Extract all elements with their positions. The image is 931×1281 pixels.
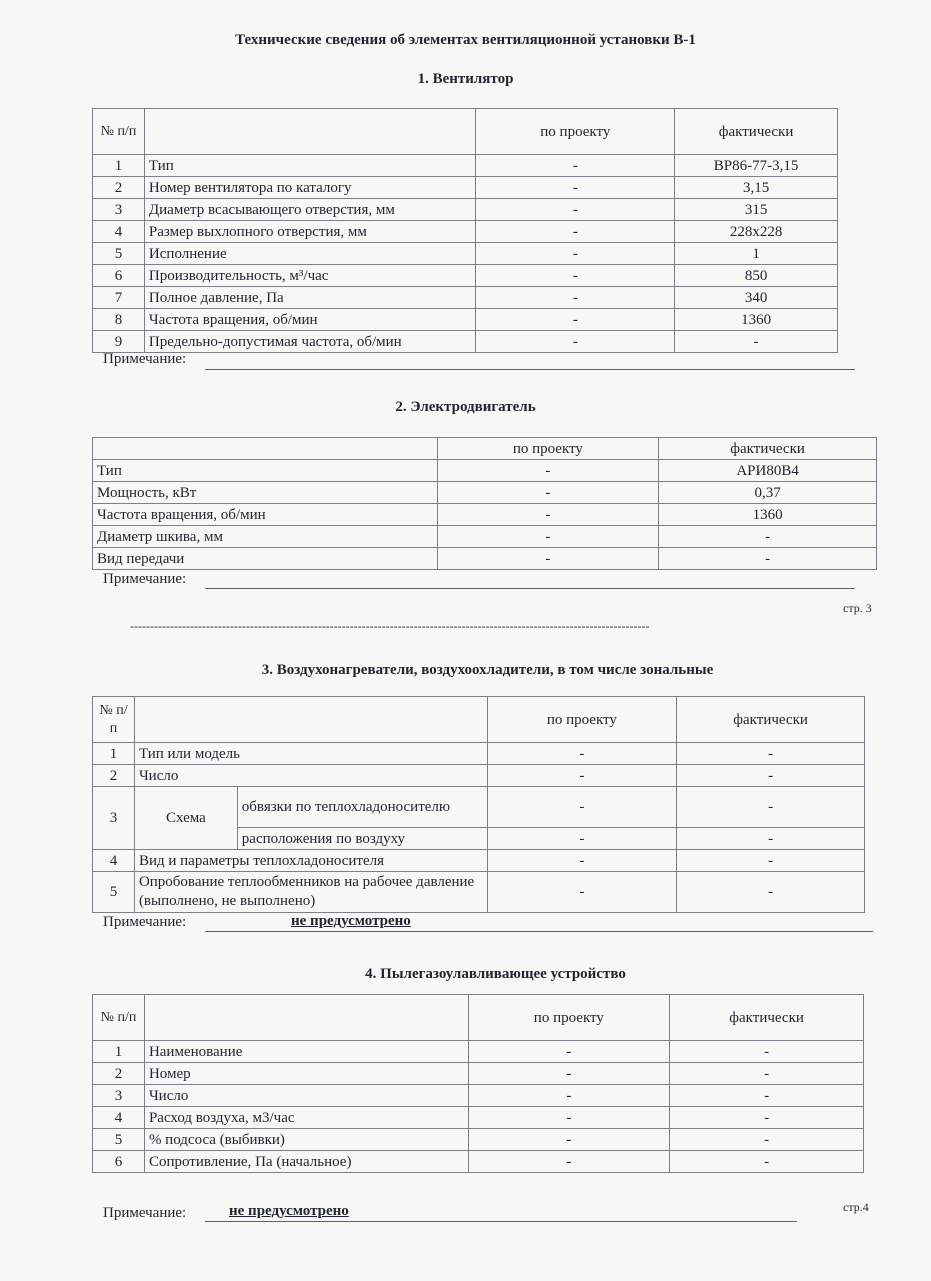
table-row	[93, 850, 865, 872]
row-actual: 340	[675, 287, 838, 309]
table-row	[93, 1063, 864, 1085]
table-row	[93, 460, 877, 482]
row-name: Размер выхлопного отверстия, мм	[144, 221, 476, 243]
heaters-header-project: по проекту	[487, 697, 677, 743]
fan-header-actual: фактически	[675, 109, 838, 155]
row-actual: -	[670, 1063, 864, 1085]
row-number: 5	[93, 1129, 145, 1151]
fan-note-line	[205, 369, 855, 370]
motor-note-label: Примечание:	[103, 571, 187, 587]
row-project: -	[476, 243, 675, 265]
motor-header-blank	[93, 438, 438, 460]
dust-header-actual: фактически	[670, 995, 864, 1041]
table-row	[93, 1129, 864, 1151]
table-row	[93, 872, 865, 913]
row-number: 1	[93, 155, 145, 177]
row-project: -	[476, 155, 675, 177]
row-project: -	[487, 787, 677, 828]
table-row	[93, 155, 838, 177]
row-project: -	[468, 1151, 670, 1173]
table-row	[93, 287, 838, 309]
fan-note-label: Примечание:	[103, 351, 187, 367]
row-project: -	[437, 548, 659, 570]
row-actual: -	[659, 526, 877, 548]
table-row	[93, 548, 877, 570]
row-actual: -	[677, 872, 865, 913]
row-name: Мощность, кВт	[93, 482, 438, 504]
row-actual: -	[675, 331, 838, 353]
row-name: Число	[134, 765, 487, 787]
row-project: -	[468, 1041, 670, 1063]
row-actual: -	[677, 850, 865, 872]
row-actual: 0,37	[659, 482, 877, 504]
row-name: Вид и параметры теплохладоносителя	[134, 850, 487, 872]
row-name: Частота вращения, об/мин	[93, 504, 438, 526]
section-dust-title: 4. Пылегазоулавливающее устройство	[365, 966, 626, 982]
section-heaters-title: 3. Воздухонагреватели, воздухоохладители, в том числе зональные	[261, 662, 714, 678]
heaters-note-line	[205, 931, 873, 932]
dust-header-blank	[144, 995, 468, 1041]
row-actual: 1360	[659, 504, 877, 526]
row-project: -	[437, 526, 659, 548]
row-subname: расположения по воздуху	[237, 828, 487, 850]
table-row	[93, 743, 865, 765]
row-project: -	[476, 331, 675, 353]
row-number: 5	[93, 243, 145, 265]
row-name: Тип	[93, 460, 438, 482]
fan-header-project: по проекту	[476, 109, 675, 155]
row-project: -	[476, 309, 675, 331]
fan-table	[92, 108, 838, 353]
row-name: Наименование	[144, 1041, 468, 1063]
row-actual: 850	[675, 265, 838, 287]
table-row	[93, 221, 838, 243]
row-project: -	[468, 1085, 670, 1107]
row-name: Схема	[134, 787, 237, 850]
row-name: Тип или модель	[134, 743, 487, 765]
row-project: -	[476, 177, 675, 199]
row-project: -	[468, 1129, 670, 1151]
row-number: 4	[93, 1107, 145, 1129]
row-name: Диаметр шкива, мм	[93, 526, 438, 548]
row-project: -	[437, 504, 659, 526]
row-project: -	[487, 828, 677, 850]
fan-header-blank	[144, 109, 476, 155]
row-name: Число	[144, 1085, 468, 1107]
row-subname: обвязки по теплохладоносителю	[237, 787, 487, 828]
row-number: 8	[93, 309, 145, 331]
row-project: -	[476, 221, 675, 243]
page-number-3: стр. 3	[843, 601, 872, 615]
table-row	[93, 765, 865, 787]
section-fan-title: 1. Вентилятор	[417, 71, 514, 87]
row-project: -	[487, 872, 677, 913]
row-number: 4	[93, 850, 135, 872]
dust-note-value: не предусмотрено	[229, 1203, 349, 1219]
row-actual: -	[677, 787, 865, 828]
heaters-table	[92, 696, 865, 913]
heaters-note-value: не предусмотрено	[291, 913, 411, 929]
row-number: 2	[93, 1063, 145, 1085]
table-row	[93, 1085, 864, 1107]
table-row	[93, 177, 838, 199]
table-row	[93, 331, 838, 353]
row-actual: ВР86-77-3,15	[675, 155, 838, 177]
row-name: Предельно-допустимая частота, об/мин	[144, 331, 476, 353]
table-row	[93, 265, 838, 287]
row-name: Диаметр всасывающего отверстия, мм	[144, 199, 476, 221]
row-actual: 3,15	[675, 177, 838, 199]
row-actual: -	[677, 828, 865, 850]
row-project: -	[468, 1063, 670, 1085]
table-row	[93, 787, 865, 828]
row-number: 4	[93, 221, 145, 243]
row-name: Частота вращения, об/мин	[144, 309, 476, 331]
row-actual: -	[659, 548, 877, 570]
table-row	[93, 1151, 864, 1173]
row-number: 7	[93, 287, 145, 309]
row-number: 1	[93, 743, 135, 765]
table-row	[93, 309, 838, 331]
page-number-4: стр.4	[843, 1200, 869, 1214]
row-actual: -	[670, 1107, 864, 1129]
document-title: Технические сведения об элементах вентиляционной установки В-1	[235, 32, 696, 48]
row-actual: АРИ80В4	[659, 460, 877, 482]
row-project: -	[487, 743, 677, 765]
row-name: % подсоса (выбивки)	[144, 1129, 468, 1151]
row-actual: -	[677, 743, 865, 765]
row-number: 6	[93, 1151, 145, 1173]
dust-note-line	[205, 1221, 797, 1222]
motor-table	[92, 437, 877, 570]
row-name: Сопротивление, Па (начальное)	[144, 1151, 468, 1173]
row-name: Исполнение	[144, 243, 476, 265]
row-number: 9	[93, 331, 145, 353]
section-motor-title: 2. Электродвигатель	[395, 399, 536, 415]
row-name: Производительность, м³/час	[144, 265, 476, 287]
row-number: 3	[93, 199, 145, 221]
row-actual: -	[670, 1041, 864, 1063]
fan-header-num: № п/п	[93, 109, 145, 155]
dust-note-label: Примечание:	[103, 1205, 187, 1221]
row-actual: 315	[675, 199, 838, 221]
row-project: -	[476, 287, 675, 309]
row-number: 5	[93, 872, 135, 913]
table-row	[93, 199, 838, 221]
dust-table	[92, 994, 864, 1173]
row-actual: -	[670, 1129, 864, 1151]
page-separator: ----------------------------------------------------------------------------------------------------------------------------------	[130, 619, 650, 633]
heaters-note-label: Примечание:	[103, 914, 187, 930]
row-actual: 1360	[675, 309, 838, 331]
table-row	[93, 1107, 864, 1129]
table-row	[93, 504, 877, 526]
row-actual: -	[670, 1085, 864, 1107]
table-row	[93, 243, 838, 265]
dust-header-project: по проекту	[468, 995, 670, 1041]
table-row	[93, 526, 877, 548]
row-name: Полное давление, Па	[144, 287, 476, 309]
row-number: 2	[93, 765, 135, 787]
row-name: Вид передачи	[93, 548, 438, 570]
row-project: -	[476, 265, 675, 287]
row-project: -	[468, 1107, 670, 1129]
row-project: -	[487, 850, 677, 872]
table-row	[93, 1041, 864, 1063]
row-name: Тип	[144, 155, 476, 177]
row-actual: -	[670, 1151, 864, 1173]
motor-note-line	[205, 588, 855, 589]
heaters-header-actual: фактически	[677, 697, 865, 743]
dust-header-num: № п/п	[93, 995, 145, 1041]
row-number: 3	[93, 1085, 145, 1107]
row-project: -	[437, 482, 659, 504]
row-actual: 1	[675, 243, 838, 265]
row-number: 1	[93, 1041, 145, 1063]
heaters-header-num: № п/п	[93, 697, 135, 743]
motor-header-actual: фактически	[659, 438, 877, 460]
row-name: Расход воздуха, м3/час	[144, 1107, 468, 1129]
row-actual: 228х228	[675, 221, 838, 243]
row-name: Номер	[144, 1063, 468, 1085]
motor-header-project: по проекту	[437, 438, 659, 460]
heaters-header-blank	[134, 697, 487, 743]
row-actual: -	[677, 765, 865, 787]
row-name: Номер вентилятора по каталогу	[144, 177, 476, 199]
row-number: 2	[93, 177, 145, 199]
row-name: Опробование теплообменников на рабочее давление (выполнено, не выполнено)	[134, 872, 487, 913]
row-project: -	[487, 765, 677, 787]
row-number: 6	[93, 265, 145, 287]
row-project: -	[476, 199, 675, 221]
row-project: -	[437, 460, 659, 482]
table-row	[93, 482, 877, 504]
row-number: 3	[93, 787, 135, 850]
